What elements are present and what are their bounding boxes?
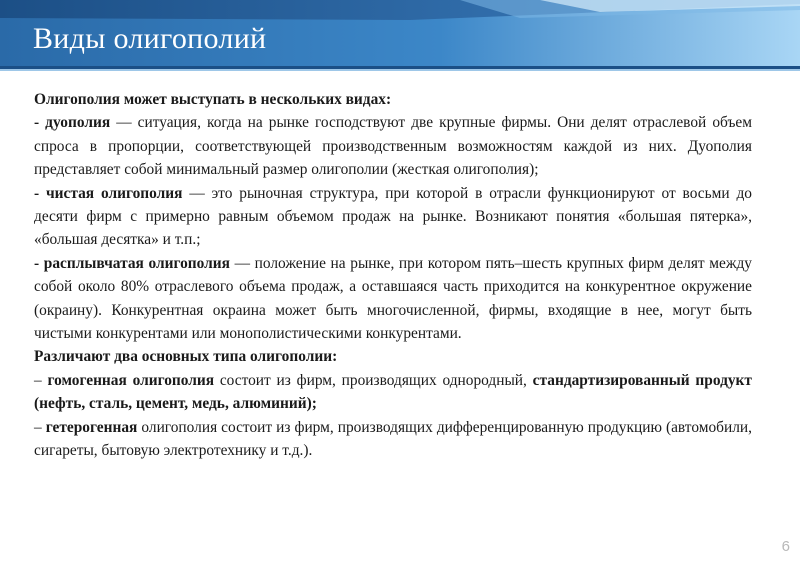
pure-oligopoly-term: чистая олигополия (45, 184, 183, 202)
diffuse-oligopoly-term: расплывчатая олигополия (43, 254, 230, 272)
pure-oligopoly-dash: - (34, 184, 46, 202)
homogeneous-term: гомогенная олигополия (47, 371, 215, 389)
intro-paragraph (34, 88, 752, 111)
slide-body (34, 88, 752, 463)
pure-oligopoly-text: — это рыночная структура, при которой в отрасли функционируют от восьми до десяти фирм с примерно равным объемом продаж на рынке. Возникают понятия «большая пятерка», «большая десятка» и т.п.; (34, 184, 752, 249)
homogeneous-bold-tail: стандартизированный продукт (нефть, сталь, цемент, медь, алюминий); (34, 371, 752, 413)
homogeneous-dash: – (34, 371, 48, 389)
slide-title: Виды олигополий (33, 22, 267, 55)
types-heading-paragraph (34, 345, 752, 368)
duopoly-term: дуополия (45, 114, 111, 132)
homogeneous-paragraph (34, 369, 752, 416)
diffuse-oligopoly-dash: - (34, 254, 44, 272)
duopoly-text: — ситуация, когда на рынке господствуют две крупные фирмы. Они делят отраслевой объем спроса в пропорции, соответствующей производственным возможностям каждой из них. Дуополия представляет собой минимальный размер олигополии (жесткая олигополия); (34, 114, 752, 179)
page-number: 6 (781, 538, 790, 555)
heterogeneous-term: гетерогенная (45, 418, 138, 436)
heterogeneous-text: олигополия состоит из фирм, производящих дифференцированную продукцию (автомобили, сигареты, бытовую электротехнику и т.д.). (34, 418, 753, 460)
duopoly-dash: - (34, 114, 46, 132)
duopoly-paragraph (34, 111, 752, 181)
intro-text: Олигополия может выступать в нескольких видах: (34, 91, 392, 108)
types-heading: Различают два основных типа олигополии: (34, 348, 338, 366)
diffuse-oligopoly-text: — положение на рынке, при котором пять–шесть крупных фирм делят между собой около 80% отраслевого объема продаж, а оставшаяся часть приходится на конкурентное окружение (окраину). Конкурентная окраина может быть многочисленной, фирмы, входящие в нее, могут быть чистыми конкурентами или монополистическими конкурентами. (34, 254, 752, 343)
pure-oligopoly-paragraph (34, 182, 752, 252)
heterogeneous-dash: – (34, 418, 46, 436)
heterogeneous-paragraph (34, 416, 752, 463)
title-bar (0, 0, 800, 80)
homogeneous-text: состоит из фирм, производящих однородный, (214, 371, 533, 389)
diffuse-oligopoly-paragraph (34, 252, 752, 346)
